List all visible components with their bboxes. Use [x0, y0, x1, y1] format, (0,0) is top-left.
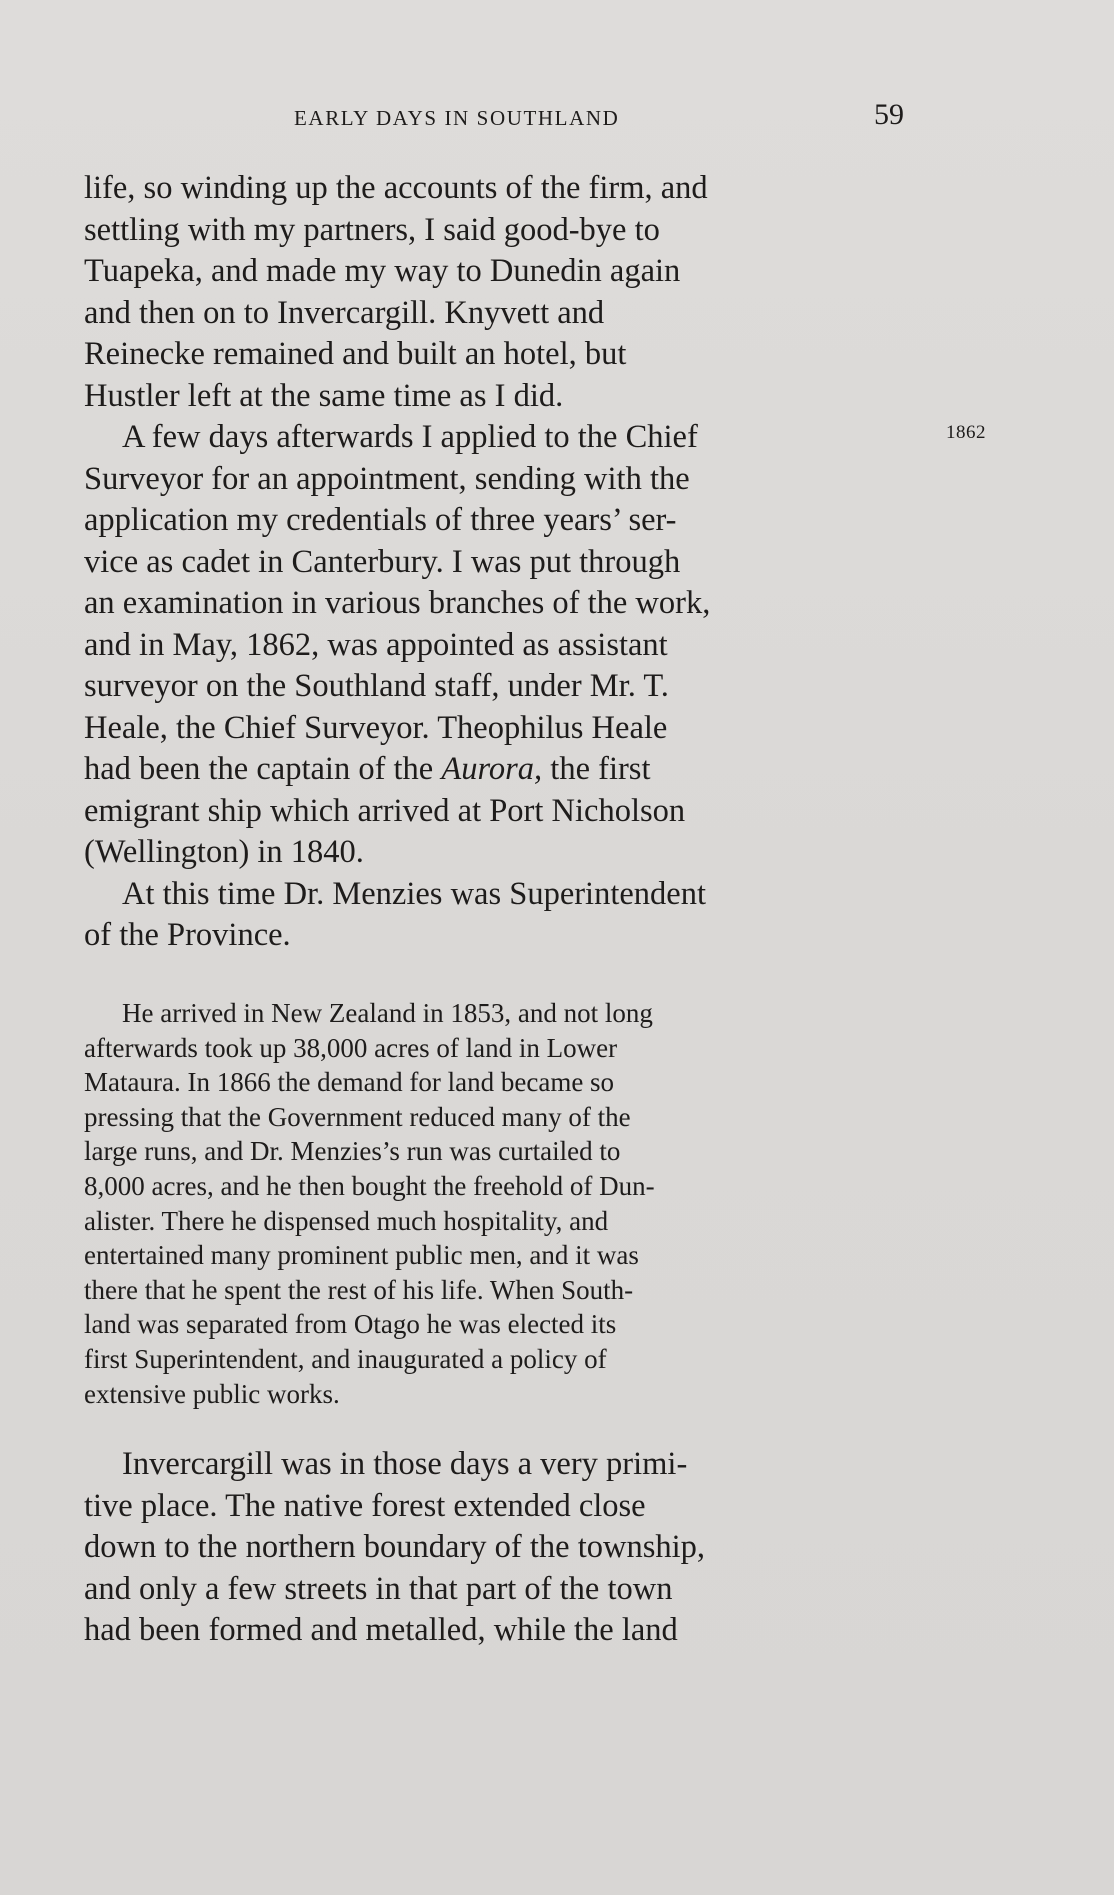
text-line: an examination in various branches of the work, — [84, 585, 711, 621]
running-header — [84, 98, 904, 138]
footnote-line: land was separated from Otago he was elected its — [84, 1309, 617, 1340]
footnote-line: first Superintendent, and inaugurated a policy of — [84, 1343, 607, 1374]
paragraph-start-line: At this time Dr. Menzies was Superintendent — [122, 875, 707, 912]
footnote-line: He arrived in New Zealand in 1853, and not long — [122, 998, 653, 1028]
text-line: Heale, the Chief Surveyor. Theophilus Heale — [84, 709, 668, 746]
text-line: and then on to Invercargill. Knyvett and — [84, 294, 605, 331]
text-line: of the Province. — [84, 917, 291, 953]
footnote-line: large runs, and Dr. Menzies’s run was curtailed to — [84, 1136, 621, 1167]
text-line: emigrant ship which arrived at Port Nicholson — [84, 792, 686, 829]
text-line: life, so winding up the accounts of the firm, and — [84, 170, 708, 206]
running-title: EARLY DAYS IN SOUTHLAND — [294, 106, 620, 130]
main-text-top — [84, 168, 904, 957]
text-segment: had been the captain of the — [84, 751, 442, 787]
text-line: (Wellington) in 1840. — [84, 834, 364, 870]
paragraph-start-line: A few days afterwards I applied to the Chief — [122, 419, 698, 455]
text-line: Reinecke remained and built an hotel, but — [84, 336, 627, 372]
footnote-line: pressing that the Government reduced many of the — [84, 1101, 631, 1132]
text-line: down to the northern boundary of the township, — [84, 1529, 706, 1565]
footnote-line: there that he spent the rest of his life. When South- — [84, 1274, 634, 1305]
paragraph-start-line: Invercargill was in those days a very primi- — [122, 1446, 688, 1482]
footnote-line: extensive public works. — [84, 1378, 340, 1409]
ship-name-italic: Aurora, — [441, 751, 543, 787]
margin-year-note: 1862 — [946, 422, 986, 443]
text-line: settling with my partners, I said good-bye to — [84, 211, 660, 248]
text-line: tive place. The native forest extended close — [84, 1487, 646, 1524]
text-line: had been formed and metalled, while the land — [84, 1612, 678, 1648]
text-line — [84, 749, 904, 791]
footnote-block — [84, 996, 904, 1411]
footnote-line: alister. There he dispensed much hospitality, and — [84, 1205, 609, 1236]
text-line: Hustler left at the same time as I did. — [84, 377, 564, 414]
text-line: application my credentials of three years’ ser- — [84, 502, 677, 538]
footnote-line: afterwards took up 38,000 acres of land in Lower — [84, 1032, 618, 1063]
page-number: 59 — [874, 98, 904, 131]
text-segment: the first — [542, 751, 651, 787]
main-text-bottom — [84, 1444, 904, 1652]
footnote-line: Mataura. In 1866 the demand for land became so — [84, 1067, 615, 1098]
text-line: and in May, 1862, was appointed as assistant — [84, 626, 668, 663]
footnote-line: 8,000 acres, and he then bought the freehold of Dun- — [84, 1170, 655, 1201]
text-line: and only a few streets in that part of the town — [84, 1570, 673, 1607]
footnote-line: entertained many prominent public men, and it was — [84, 1240, 639, 1271]
text-line: Surveyor for an appointment, sending with the — [84, 460, 690, 497]
text-line: Tuapeka, and made my way to Dunedin again — [84, 253, 681, 289]
text-line: vice as cadet in Canterbury. I was put through — [84, 543, 681, 580]
text-line: surveyor on the Southland staff, under Mr. T. — [84, 668, 669, 704]
